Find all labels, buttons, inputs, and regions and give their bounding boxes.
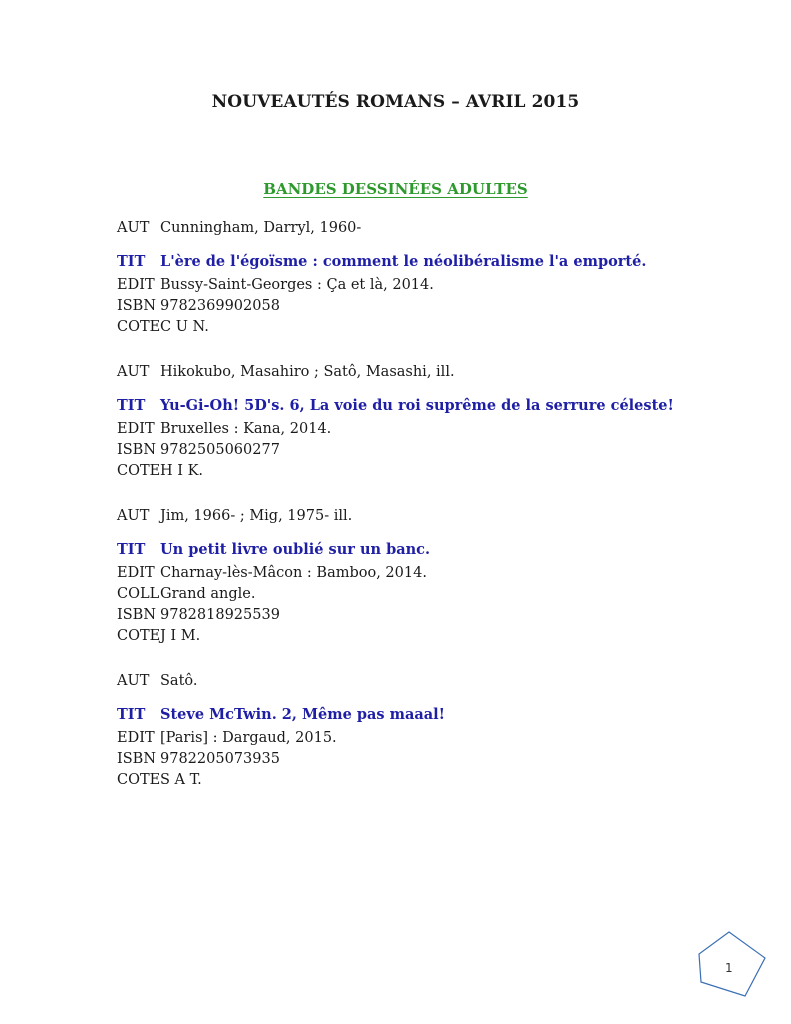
isbn-row (117, 296, 737, 317)
author-row (117, 362, 737, 383)
entries-list (117, 218, 737, 815)
isbn-label: ISBN (117, 442, 157, 458)
cote-row (117, 770, 737, 791)
catalog-entry (117, 671, 737, 791)
section-heading (0, 180, 791, 198)
catalog-entry (117, 362, 737, 482)
title-value: L'ère de l'égoïsme : comment le néolibéralisme l'a emporté. (160, 253, 647, 270)
edition-value: Bruxelles : Kana, 2014. (160, 421, 332, 437)
cote-label: COTE (117, 319, 161, 335)
cote-value: H I K. (160, 463, 204, 479)
cote-value: C U N. (160, 319, 209, 335)
edition-label: EDIT (117, 730, 155, 746)
author-label: AUT (117, 364, 150, 380)
isbn-label: ISBN (117, 298, 157, 314)
catalog-entry (117, 218, 737, 338)
author-label: AUT (117, 220, 150, 236)
collection-label: COLL (117, 586, 160, 602)
isbn-row (117, 605, 737, 626)
cote-label: COTE (117, 463, 161, 479)
title-row (117, 704, 737, 725)
isbn-value: 9782369902058 (160, 298, 280, 314)
title-row (117, 251, 737, 272)
title-value: Steve McTwin. 2, Même pas maaal! (160, 706, 446, 723)
cote-row (117, 626, 737, 647)
author-row (117, 671, 737, 692)
cote-row (117, 317, 737, 338)
isbn-value: 9782205073935 (160, 751, 280, 767)
author-row (117, 218, 737, 239)
edition-label: EDIT (117, 565, 155, 581)
page-title: NOUVEAUTÉS ROMANS – AVRIL 2015 (211, 92, 580, 112)
edition-value: [Paris] : Dargaud, 2015. (160, 730, 337, 746)
isbn-row (117, 749, 737, 770)
edition-row (117, 419, 737, 440)
edition-row (117, 275, 737, 296)
title-label: TIT (117, 541, 146, 558)
isbn-label: ISBN (117, 607, 157, 623)
title-label: TIT (117, 253, 146, 270)
title-row (117, 539, 737, 560)
title-row (117, 395, 737, 416)
cote-row (117, 461, 737, 482)
author-value: Jim, 1966- ; Mig, 1975- ill. (160, 508, 353, 524)
collection-value: Grand angle. (160, 586, 256, 602)
title-label: TIT (117, 397, 146, 414)
edition-label: EDIT (117, 277, 155, 293)
catalog-entry (117, 506, 737, 647)
author-label: AUT (117, 508, 150, 524)
isbn-value: 9782818925539 (160, 607, 280, 623)
cote-label: COTE (117, 628, 161, 644)
title-value: Un petit livre oublié sur un banc. (160, 541, 431, 558)
cote-value: S A T. (160, 772, 202, 788)
author-row (117, 506, 737, 527)
edition-value: Bussy-Saint-Georges : Ça et là, 2014. (160, 277, 434, 293)
cote-label: COTE (117, 772, 161, 788)
title-label: TIT (117, 706, 146, 723)
edition-row (117, 563, 737, 584)
section-heading-text: BANDES DESSINÉES ADULTES (263, 180, 528, 198)
isbn-row (117, 440, 737, 461)
author-value: Cunningham, Darryl, 1960- (160, 220, 362, 236)
isbn-value: 9782505060277 (160, 442, 280, 458)
author-label: AUT (117, 673, 150, 689)
edition-value: Charnay-lès-Mâcon : Bamboo, 2014. (160, 565, 427, 581)
cote-value: J I M. (160, 628, 201, 644)
edition-label: EDIT (117, 421, 155, 437)
edition-row (117, 728, 737, 749)
author-value: Hikokubo, Masahiro ; Satô, Masashi, ill. (160, 364, 455, 380)
collection-row (117, 584, 737, 605)
page-number: 1 (725, 961, 733, 975)
isbn-label: ISBN (117, 751, 157, 767)
title-value: Yu-Gi-Oh! 5D's. 6, La voie du roi suprême de la serrure céleste! (160, 397, 674, 414)
author-value: Satô. (160, 673, 198, 689)
